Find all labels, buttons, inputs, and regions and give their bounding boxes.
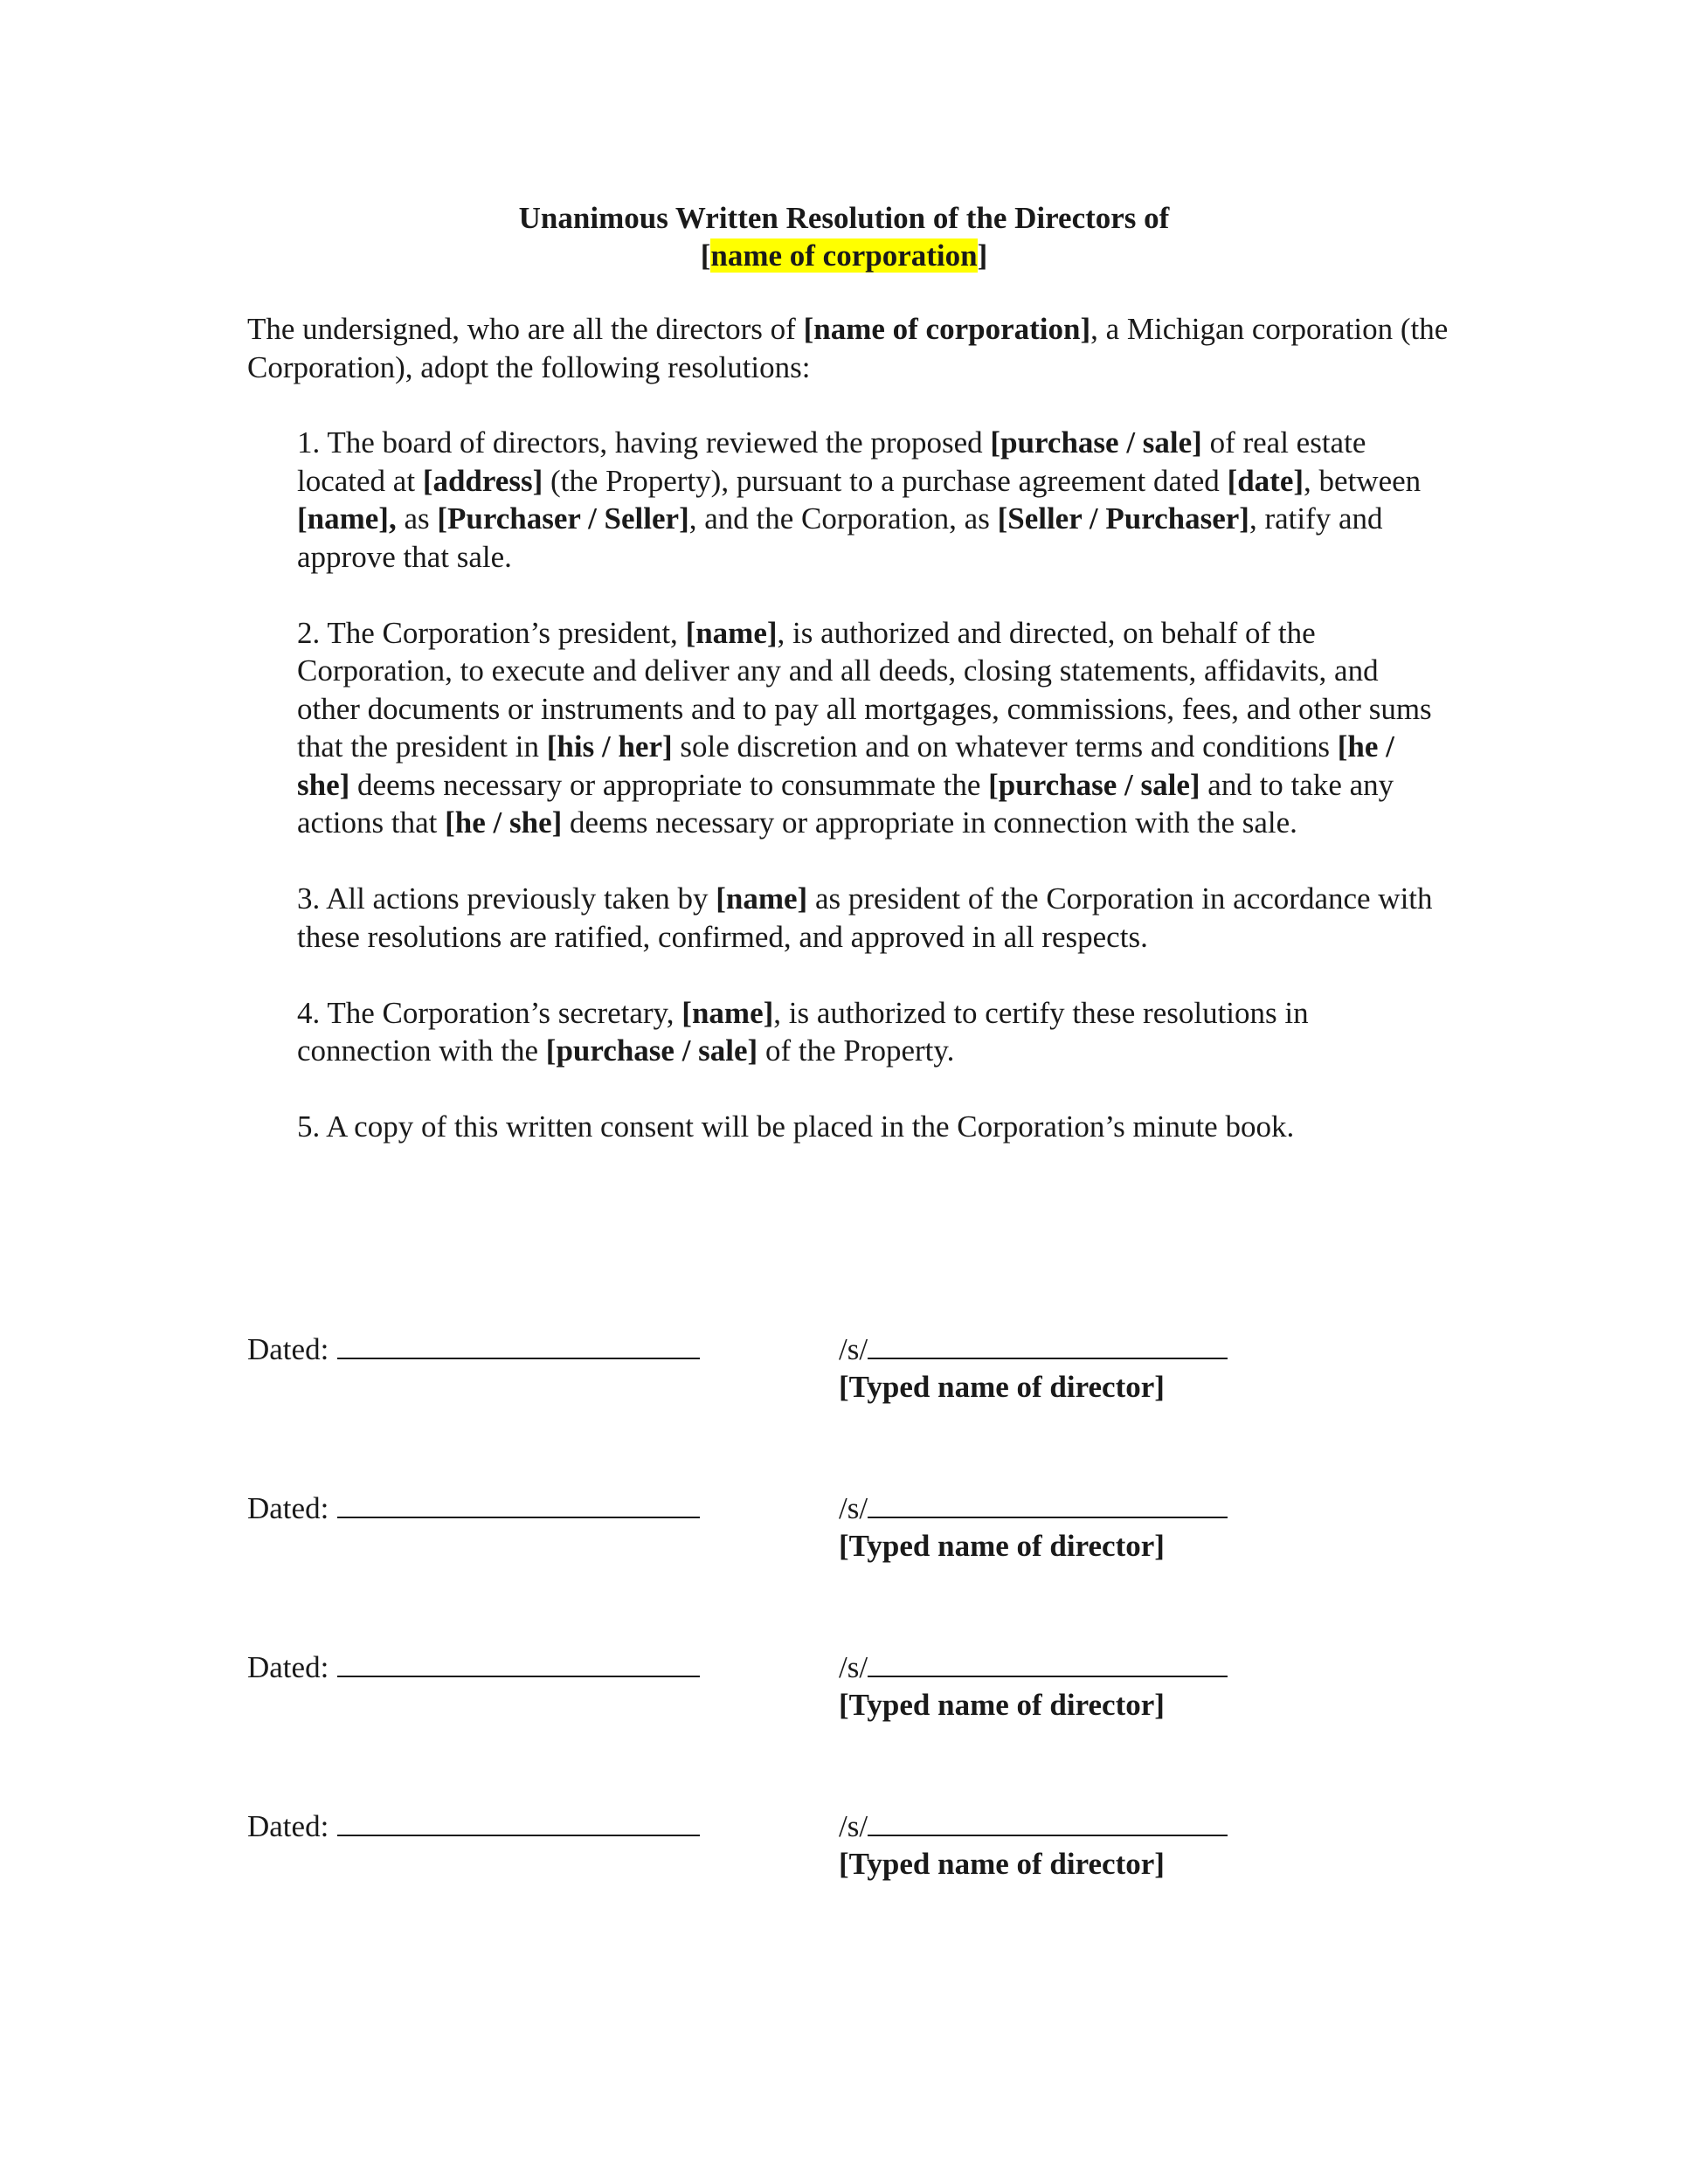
resolution-text: deems necessary or appropriate in connection with the sale.: [562, 805, 1297, 840]
resolution-text: and to take any actions that: [297, 767, 1394, 840]
dated-label: Dated:: [247, 1332, 329, 1366]
resolution-4: [297, 994, 1433, 1070]
resolution-placeholder: [name]: [681, 995, 774, 1030]
resolution-text: , is authorized and directed, on behalf of the Corporation, to execute and deliver any and all deeds, closing statements, affidavits, and other documents or instruments and to pay all mortgages, commissions, fees, and other sums that the president in: [297, 615, 1432, 764]
resolution-2: [297, 614, 1433, 842]
resolution-placeholder: [purchase / sale]: [988, 767, 1200, 802]
resolution-placeholder: [purchase / sale]: [990, 425, 1202, 460]
resolution-text: , between: [1304, 463, 1422, 498]
dated-blank-line[interactable]: [337, 1805, 700, 1836]
resolution-text: deems necessary or appropriate to consummate the: [349, 767, 989, 802]
typed-director-name: [Typed name of director]: [839, 1847, 1165, 1881]
signature-row: [247, 1805, 1470, 1964]
resolution-5: [297, 1108, 1433, 1146]
resolutions-list: [297, 424, 1433, 1184]
signature-field: [839, 1805, 1228, 1846]
signature-row: [247, 1328, 1470, 1487]
typed-director-name: [Typed name of director]: [839, 1688, 1165, 1722]
resolution-placeholder: [Purchaser / Seller]: [437, 501, 689, 536]
resolution-text: (the Property), pursuant to a purchase agreement dated: [543, 463, 1228, 498]
intro-corporation-placeholder: [name of corporation]: [803, 312, 1091, 346]
signature-blank-line[interactable]: [868, 1646, 1228, 1677]
dated-field: [247, 1328, 700, 1369]
resolution-text: 2. The Corporation’s president,: [297, 615, 686, 650]
resolution-text: 5. A copy of this written consent will be placed in the Corporation’s minute book.: [297, 1109, 1295, 1144]
dated-label: Dated:: [247, 1650, 329, 1684]
resolution-text: 4. The Corporation’s secretary,: [297, 995, 682, 1030]
signature-blank-line[interactable]: [868, 1328, 1228, 1359]
dated-blank-line[interactable]: [337, 1487, 700, 1518]
signature-block: [247, 1328, 1470, 1964]
dated-field: [247, 1646, 700, 1687]
resolution-text: 3. All actions previously taken by: [297, 881, 716, 916]
resolution-placeholder: [Seller / Purchaser]: [997, 501, 1249, 536]
typed-director-name: [Typed name of director]: [839, 1529, 1165, 1563]
signature-row: [247, 1646, 1470, 1805]
resolution-text: of the Property.: [758, 1033, 955, 1068]
resolution-placeholder: [purchase / sale]: [545, 1033, 758, 1068]
signature-row: [247, 1487, 1470, 1646]
dated-label: Dated:: [247, 1491, 329, 1525]
signature-blank-line[interactable]: [868, 1487, 1228, 1518]
resolution-text: 1. The board of directors, having reviewed the proposed: [297, 425, 991, 460]
title-line-2: [0, 237, 1688, 274]
dated-label: Dated:: [247, 1809, 329, 1843]
intro-text: The undersigned, who are all the directors of: [247, 312, 804, 346]
resolution-placeholder: [name]: [685, 615, 778, 650]
typed-director-name: [Typed name of director]: [839, 1370, 1165, 1404]
document-title: [0, 199, 1688, 274]
signature-prefix: /s/: [839, 1332, 868, 1366]
resolution-text: of real estate located at: [297, 425, 1366, 498]
dated-blank-line[interactable]: [337, 1646, 700, 1677]
title-line-1: Unanimous Written Resolution of the Directors of: [518, 201, 1170, 235]
signature-field: [839, 1487, 1228, 1528]
dated-field: [247, 1487, 700, 1528]
resolution-placeholder: [he / she]: [445, 805, 563, 840]
resolution-text: , is authorized to certify these resolutions in connection with the: [297, 995, 1309, 1068]
title-bracket-open: [: [700, 238, 711, 273]
resolution-text: , and the Corporation, as: [688, 501, 998, 536]
signature-prefix: /s/: [839, 1491, 868, 1525]
resolution-text: sole discretion and on whatever terms and conditions: [672, 729, 1338, 764]
resolution-placeholder: [date]: [1227, 463, 1304, 498]
signature-blank-line[interactable]: [868, 1805, 1228, 1836]
resolution-placeholder: [name],: [297, 501, 397, 536]
resolution-placeholder: [he / she]: [297, 729, 1394, 802]
resolution-text: as president of the Corporation in accordance with these resolutions are ratified, confirmed, and approved in all respects.: [297, 881, 1433, 954]
resolution-1: [297, 424, 1433, 576]
intro-text: , a Michigan corporation (the Corporation), adopt the following resolutions:: [247, 312, 1449, 384]
signature-prefix: /s/: [839, 1650, 868, 1684]
resolution-placeholder: [his / her]: [546, 729, 673, 764]
title-bracket-close: ]: [977, 238, 988, 273]
resolution-text: as: [396, 501, 438, 536]
resolution-placeholder: [name]: [716, 881, 808, 916]
signature-field: [839, 1328, 1228, 1369]
corporation-name-placeholder: name of corporation: [710, 238, 978, 273]
dated-field: [247, 1805, 700, 1846]
signature-prefix: /s/: [839, 1809, 868, 1843]
resolution-3: [297, 880, 1433, 956]
resolution-text: , ratify and approve that sale.: [297, 501, 1383, 574]
signature-field: [839, 1646, 1228, 1687]
dated-blank-line[interactable]: [337, 1328, 700, 1359]
intro-paragraph: [247, 310, 1470, 386]
resolution-placeholder: [address]: [422, 463, 543, 498]
